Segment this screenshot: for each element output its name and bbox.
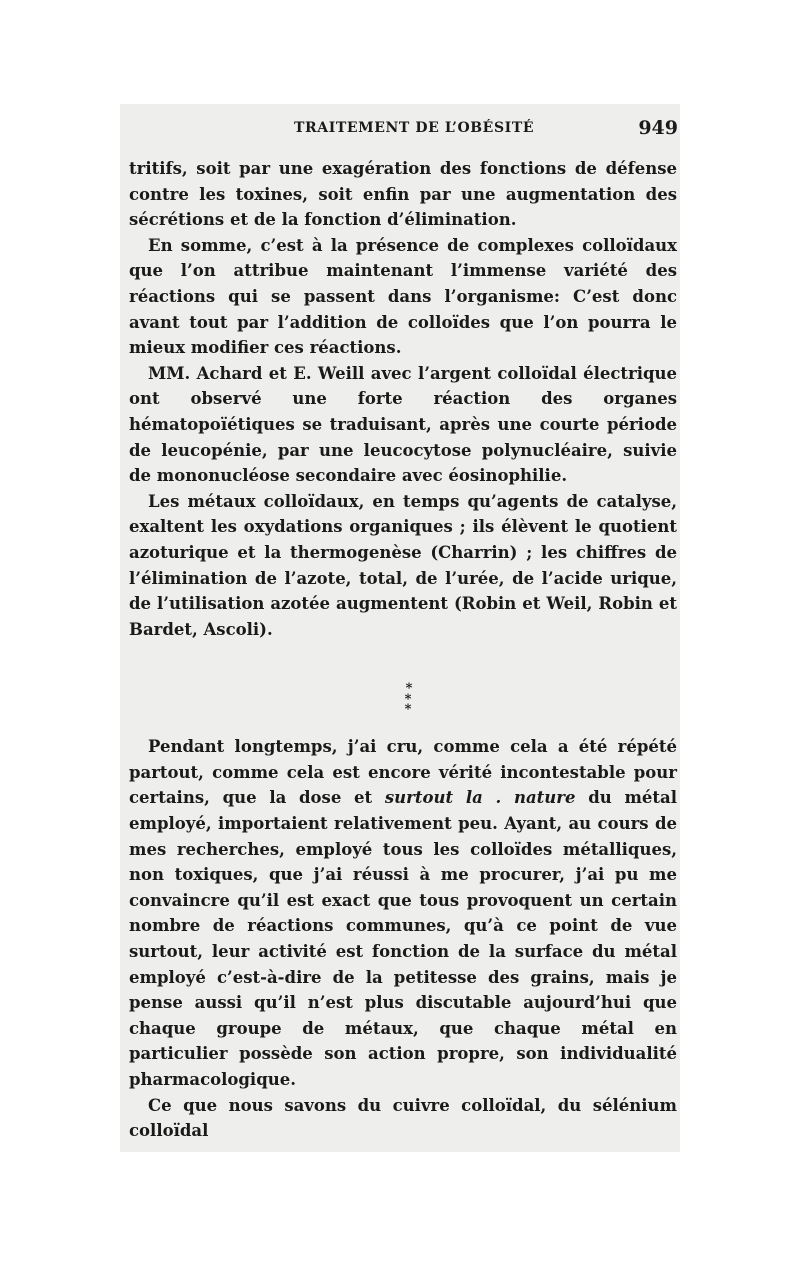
asterism-bottom-stars: * * [404, 692, 414, 718]
paragraph-5-part2 [453, 788, 466, 807]
page-number: 949 [638, 117, 678, 139]
paragraph-2: En somme, c’est à la présence de complexes colloïdaux que l’on attribue maintenant l’immense variété des réactions qui se passent dans l’organisme: C’est donc avant tout par l’addition de colloïdes que l’on pourra le mieux modifier ces réactions. [129, 235, 677, 358]
paragraph-5-part3: du métal employé, importaient relativement peu. Ayant, au cours de mes recherches, employé tous les colloïdes métalliques, non toxiques, que j’ai réussi à me procurer, j’ai pu me convaincre qu’il est exact que tous provoquent un certain nombre de réactions communes, qu’à ce point de vue surtout, leur activité est fonction de la surface du métal employé c’est-à-dire de la petitesse des grains, mais je pense aussi qu’il n’est plus discutable aujourd’hui que chaque groupe de métaux, que chaque métal en particulier possède son action propre, son individualité pharmacologique. [129, 788, 677, 1089]
paragraph-3: MM. Achard et E. Weill avec l’argent colloïdal électrique ont observé une forte réaction des organes hématopoïétiques se traduisant, après une courte période de leucopénie, par une leucocytose polynucléaire, suivie de mononucléose secondaire avec éosinophilie. [129, 363, 677, 486]
paragraph-1: tritifs, soit par une exagération des fonctions de défense contre les toxines, soit enfin par une augmentation des sécrétions et de la fonction d’élimination. [129, 159, 677, 230]
asterism-top-star: * [405, 681, 413, 697]
running-head [120, 117, 680, 144]
paragraph-6: Ce que nous savons du cuivre colloïdal, du sélénium colloïdal [129, 1095, 677, 1141]
paragraph-4: Les métaux colloïdaux, en temps qu’agents de catalyse, exaltent les oxydations organiques ; ils élèvent le quotient azoturique et la thermogenèse (Charrin) ; les chiffres de l’élimination de l’azote, total, de l’urée, de l’acide urique, de l’utilisation azotée augmentent (Robin et Weil, Robin et Bardet, Ascoli). [129, 491, 677, 639]
paragraph-5 [129, 734, 677, 1092]
emphasis-la-nature: la . nature [465, 788, 576, 808]
body-text [129, 156, 677, 1144]
section-separator [129, 642, 677, 734]
running-title: TRAITEMENT DE L’OBÉSITÉ [294, 120, 535, 136]
paragraph-5-part1: Pendant longtemps, j’ai cru, comme cela a été répété partout, comme cela est encore vérité incontestable pour certains, que la dose et [129, 737, 677, 808]
book-page [120, 104, 680, 1152]
emphasis-surtout: surtout [384, 788, 454, 808]
